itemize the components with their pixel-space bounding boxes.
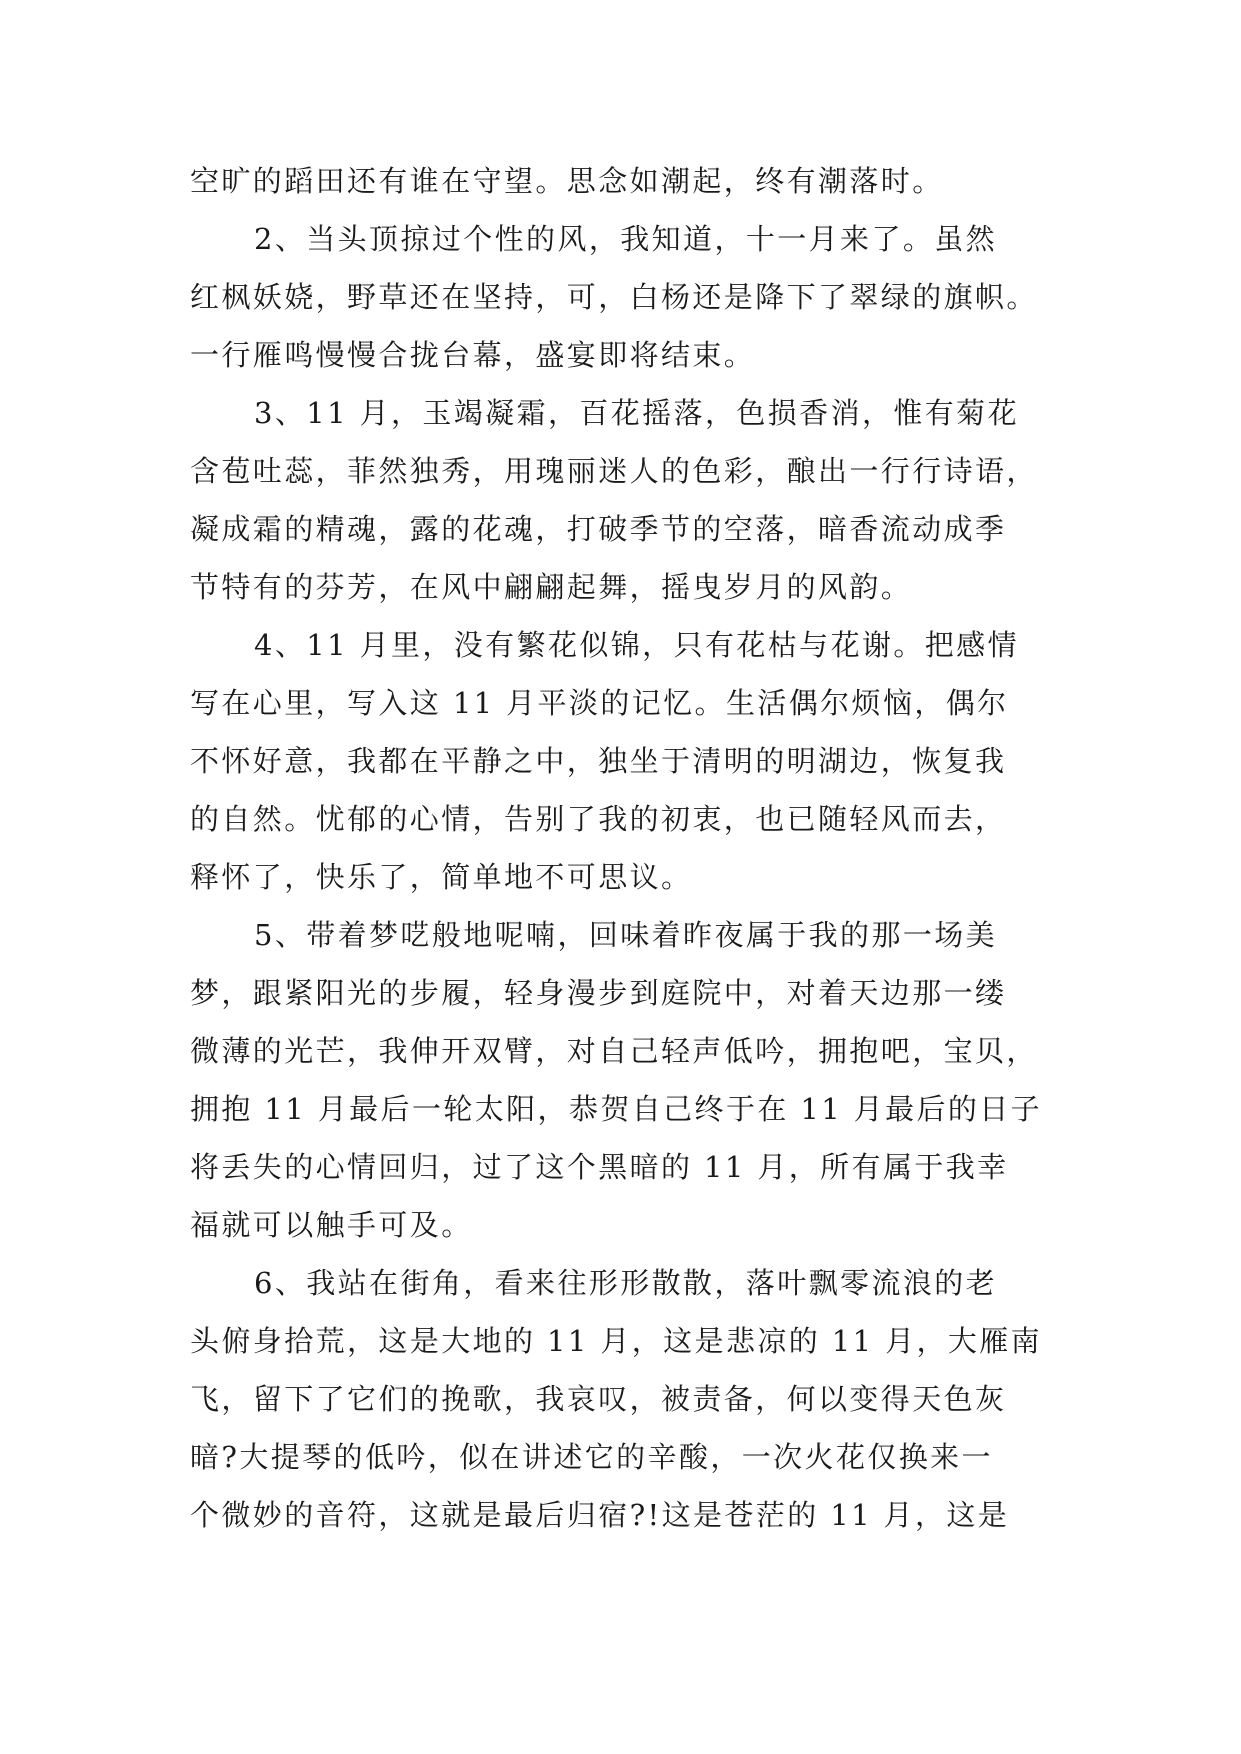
- text-line: 空旷的蹈田还有谁在守望。思念如潮起，终有潮落时。: [190, 164, 944, 198]
- text-line: 2、当头顶掠过个性的风，我知道，十一月来了。虽然: [254, 222, 998, 256]
- text-line: 4、11 月里，没有繁花似锦，只有花枯与花谢。把感情: [254, 628, 1019, 662]
- paragraph-3: [190, 384, 1066, 616]
- paragraph-4: [190, 616, 1066, 906]
- text-line: 5、带着梦呓般地呢喃，回味着昨夜属于我的那一场美: [254, 918, 998, 952]
- text-line: 飞，留下了它们的挽歌，我哀叹，被责备，何以变得天色灰: [190, 1382, 1007, 1416]
- text-line: 红枫妖娆，野草还在坚持，可，白杨还是降下了翠绿的旗帜。: [190, 280, 1038, 314]
- document-body: [190, 152, 1066, 1544]
- text-line: 一行雁鸣慢慢合拢台幕，盛宴即将结束。: [190, 338, 756, 372]
- text-line: 福就可以触手可及。: [190, 1208, 473, 1242]
- text-line: 头俯身拾荒，这是大地的 11 月，这是悲凉的 11 月，大雁南: [190, 1324, 1043, 1358]
- text-line: 将丢失的心情回归，过了这个黑暗的 11 月，所有属于我幸: [190, 1150, 1009, 1184]
- paragraph-6: [190, 1254, 1066, 1544]
- text-line: 拥抱 11 月最后一轮太阳，恭贺自己终于在 11 月最后的日子: [190, 1092, 1043, 1126]
- text-line: 微薄的光芒，我伸开双臂，对自己轻声低吟，拥抱吧，宝贝，: [190, 1034, 1038, 1068]
- paragraph-5: [190, 906, 1066, 1254]
- text-line: 6、我站在街角，看来往形形散散，落叶飘零流浪的老: [254, 1266, 998, 1300]
- paragraph-2: [190, 210, 1066, 384]
- text-line: 个微妙的音符，这就是最后归宿?!这是苍茫的 11 月，这是: [190, 1498, 1010, 1532]
- text-line: 节特有的芬芳，在风中翩翩起舞，摇曳岁月的风韵。: [190, 570, 913, 604]
- text-line: 不怀好意，我都在平静之中，独坐于清明的明湖边，恢复我: [190, 744, 1007, 778]
- text-line: 含苞吐蕊，菲然独秀，用瑰丽迷人的色彩，酿出一行行诗语，: [190, 454, 1038, 488]
- text-line: 3、11 月，玉竭凝霜，百花摇落，色损香消，惟有菊花: [254, 396, 1019, 430]
- text-line: 的自然。忧郁的心情，告别了我的初衷，也已随轻风而去，: [190, 802, 1007, 836]
- text-line: 梦，跟紧阳光的步履，轻身漫步到庭院中，对着天边那一缕: [190, 976, 1007, 1010]
- text-line: 释怀了，快乐了，简单地不可思议。: [190, 860, 693, 894]
- text-line: 暗?大提琴的低吟，似在讲述它的辛酸，一次火花仅换来一: [190, 1440, 993, 1474]
- paragraph-continuation: [190, 152, 1066, 210]
- text-line: 凝成霜的精魂，露的花魂，打破季节的空落，暗香流动成季: [190, 512, 1007, 546]
- text-line: 写在心里，写入这 11 月平淡的记忆。生活偶尔烦恼，偶尔: [190, 686, 1009, 720]
